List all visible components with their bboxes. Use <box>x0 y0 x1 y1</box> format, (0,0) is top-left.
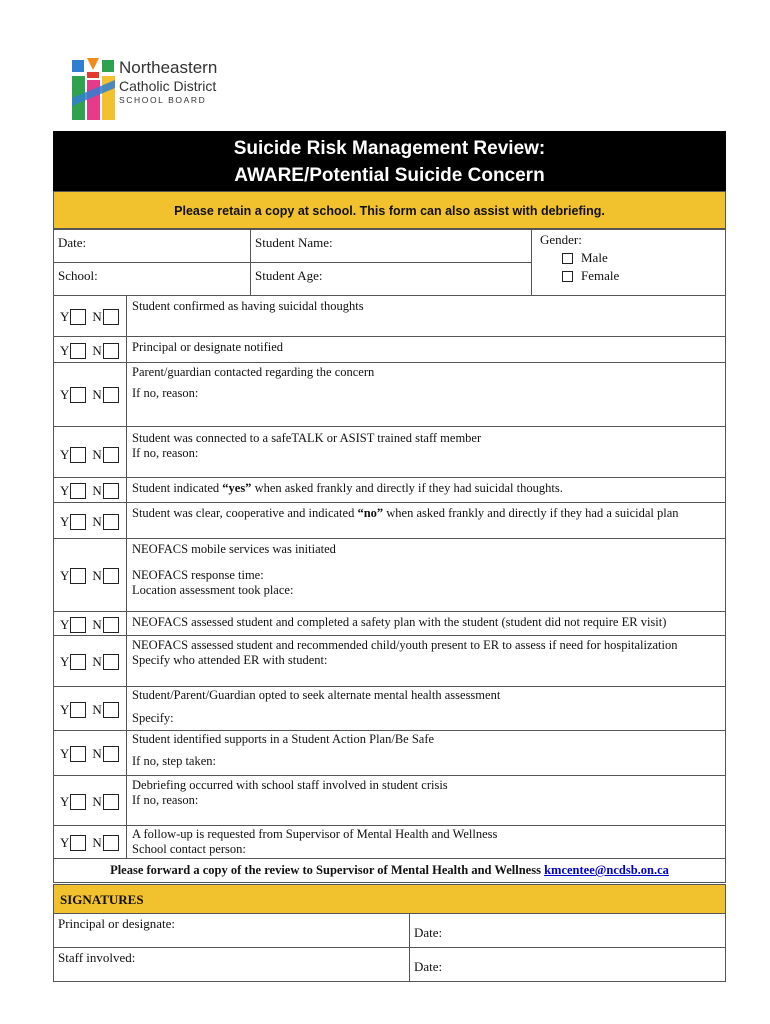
row-text: NEOFACS mobile services was initiated <box>132 542 336 556</box>
no-checkbox[interactable] <box>103 568 119 584</box>
no-checkbox[interactable] <box>103 835 119 851</box>
gender-field <box>531 229 726 296</box>
yes-no-group: Y N <box>60 835 125 851</box>
row-text: Debriefing occurred with school staff involved in student crisis <box>132 778 448 792</box>
yes-no-group: Y N <box>60 654 125 670</box>
student-age-field[interactable] <box>250 262 532 296</box>
yes-checkbox[interactable] <box>70 309 86 325</box>
checklist-row <box>53 826 726 859</box>
row-text: NEOFACS assessed student and recommended child/youth present to ER to assess if need for hospitalization <box>132 638 678 652</box>
principal-label: Principal or designate: <box>58 916 175 931</box>
forward-instruction <box>53 858 726 883</box>
row-text: A follow-up is requested from Supervisor of Mental Health and Wellness <box>132 827 498 841</box>
checklist-row <box>53 478 726 503</box>
principal-date-field[interactable] <box>409 914 725 947</box>
yes-checkbox[interactable] <box>70 702 86 718</box>
no-checkbox[interactable] <box>103 514 119 530</box>
yes-checkbox[interactable] <box>70 746 86 762</box>
row-subtext: Specify who attended ER with student: <box>132 653 328 667</box>
yes-checkbox[interactable] <box>70 835 86 851</box>
yes-no-group: Y N <box>60 702 125 718</box>
staff-label: Staff involved: <box>58 950 136 965</box>
row-subtext: If no, reason: <box>132 386 199 400</box>
logo-line-2: Catholic District <box>119 78 217 94</box>
yes-no-group: Y N <box>60 343 125 359</box>
row-text: Student was clear, cooperative and indicated “no” when asked frankly and directly if they had a suicidal plan <box>132 506 679 520</box>
yes-checkbox[interactable] <box>70 387 86 403</box>
email-link[interactable]: kmcentee@ncdsb.on.ca <box>544 863 669 877</box>
date-label: Date: <box>58 235 87 250</box>
no-checkbox[interactable] <box>103 309 119 325</box>
yes-checkbox[interactable] <box>70 794 86 810</box>
yes-checkbox[interactable] <box>70 654 86 670</box>
checklist-row <box>53 612 726 636</box>
row-text: Principal or designate notified <box>132 340 284 354</box>
yes-no-group: Y N <box>60 568 125 584</box>
student-age-label: Student Age: <box>255 268 323 283</box>
row-text: Student confirmed as having suicidal thoughts <box>132 299 364 313</box>
checklist-row <box>53 363 726 427</box>
yes-checkbox[interactable] <box>70 483 86 499</box>
row-text: Student/Parent/Guardian opted to seek alternate mental health assessment <box>132 688 501 702</box>
yes-no-group: Y N <box>60 617 125 633</box>
gender-label: Gender: <box>540 232 582 247</box>
school-label: School: <box>58 268 98 283</box>
no-checkbox[interactable] <box>103 654 119 670</box>
retain-notice: Please retain a copy at school. This form can also assist with debriefing. <box>53 191 726 229</box>
row-subtext: If no, reason: <box>132 446 199 460</box>
checklist-row <box>53 296 726 337</box>
yes-checkbox[interactable] <box>70 617 86 633</box>
date-label: Date: <box>414 959 443 974</box>
logo-line-1: Northeastern <box>119 58 218 77</box>
row-text: Parent/guardian contacted regarding the concern <box>132 365 375 379</box>
gender-option-female[interactable] <box>562 268 721 284</box>
row-text: NEOFACS assessed student and completed a safety plan with the student (student did not require ER visit) <box>132 615 667 629</box>
gender-option-male[interactable] <box>562 250 721 266</box>
yes-no-group: Y N <box>60 514 125 530</box>
checklist-row <box>53 539 726 612</box>
no-checkbox[interactable] <box>103 702 119 718</box>
checklist-row <box>53 503 726 539</box>
row-subtext: School contact person: <box>132 842 246 856</box>
no-checkbox[interactable] <box>103 343 119 359</box>
no-checkbox[interactable] <box>103 483 119 499</box>
no-checkbox[interactable] <box>103 447 119 463</box>
yes-no-group: Y N <box>60 794 125 810</box>
row-text: Student identified supports in a Student Action Plan/Be Safe <box>132 732 435 746</box>
forward-text: Please forward a copy of the review to Supervisor of Mental Health and Wellness <box>110 863 545 877</box>
principal-signature-row <box>53 914 726 948</box>
male-checkbox[interactable] <box>562 253 573 264</box>
checklist-row <box>53 337 726 363</box>
logo <box>72 58 232 120</box>
row-subtext: Location assessment took place: <box>132 583 294 597</box>
yes-no-group: Y N <box>60 483 125 499</box>
row-subtext: NEOFACS response time: <box>132 568 264 582</box>
yes-no-group: Y N <box>60 387 125 403</box>
date-field[interactable] <box>53 229 251 263</box>
row-subtext: Specify: <box>132 711 174 725</box>
yes-checkbox[interactable] <box>70 568 86 584</box>
logo-mark-icon <box>72 58 116 120</box>
student-name-label: Student Name: <box>255 235 333 250</box>
row-subtext: If no, reason: <box>132 793 199 807</box>
logo-line-3: SCHOOL BOARD <box>119 95 207 105</box>
row-text: Student was connected to a safeTALK or ASIST trained staff member <box>132 431 482 445</box>
form-title <box>53 131 726 191</box>
checklist-row <box>53 731 726 776</box>
checklist-row <box>53 427 726 478</box>
school-field[interactable] <box>53 262 251 296</box>
student-name-field[interactable] <box>250 229 532 263</box>
checklist-row <box>53 636 726 687</box>
yes-no-group: Y N <box>60 746 125 762</box>
no-checkbox[interactable] <box>103 794 119 810</box>
yes-checkbox[interactable] <box>70 343 86 359</box>
female-label: Female <box>581 268 620 283</box>
checklist-row <box>53 776 726 826</box>
yes-checkbox[interactable] <box>70 447 86 463</box>
checklist-row <box>53 687 726 731</box>
date-label: Date: <box>414 925 443 940</box>
no-checkbox[interactable] <box>103 746 119 762</box>
yes-checkbox[interactable] <box>70 514 86 530</box>
form-title-line-2: AWARE/Potential Suicide Concern <box>234 165 545 186</box>
yes-no-group: Y N <box>60 309 125 325</box>
row-text: Student indicated “yes” when asked frankly and directly if they had suicidal thoughts. <box>132 481 563 495</box>
staff-signature-row <box>53 948 726 982</box>
male-label: Male <box>581 250 608 265</box>
form-title-line-1: Suicide Risk Management Review: <box>233 138 546 159</box>
yes-no-group: Y N <box>60 447 125 463</box>
female-checkbox[interactable] <box>562 271 573 282</box>
row-subtext: If no, step taken: <box>132 754 217 768</box>
no-checkbox[interactable] <box>103 387 119 403</box>
staff-date-field[interactable] <box>409 948 725 981</box>
no-checkbox[interactable] <box>103 617 119 633</box>
signatures-heading: SIGNATURES <box>53 884 726 914</box>
